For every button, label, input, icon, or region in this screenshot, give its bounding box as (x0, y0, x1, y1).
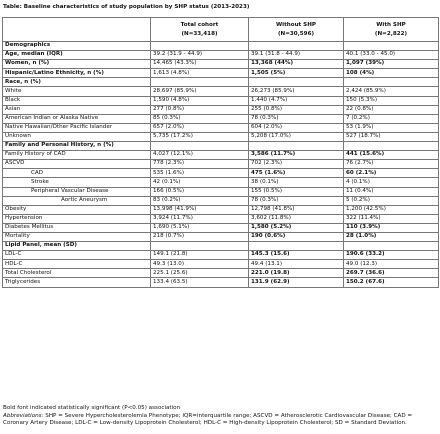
with-shp-cell: 150.2 (67.6) (344, 278, 439, 287)
row-label: Lipid Panel, mean (SD) (3, 242, 151, 251)
section-row (3, 51, 439, 60)
total-cohort-cell: 218 (0.7%) (151, 232, 249, 241)
total-cohort-cell: 39.2 (31.9 - 44.9) (151, 51, 249, 60)
header-name: Total cohort (180, 22, 219, 29)
without-shp-cell: 39.1 (31.8 - 44.9) (249, 51, 344, 60)
table-row (3, 269, 439, 278)
row-label: Age, median (IQR) (3, 51, 151, 60)
table-row (3, 160, 439, 169)
section-row (3, 78, 439, 87)
with-shp-cell: 322 (11.4%) (344, 214, 439, 223)
with-shp-cell: 269.7 (36.6) (344, 269, 439, 278)
without-shp-cell: 604 (2.0%) (249, 123, 344, 132)
table-row (3, 278, 439, 287)
with-shp-cell: 60 (2.1%) (344, 169, 439, 178)
with-shp-cell: 1,097 (39%) (344, 60, 439, 69)
without-shp-cell (249, 42, 344, 51)
total-cohort-cell: 28,697 (85.9%) (151, 87, 249, 96)
row-label: Hypertension (3, 214, 151, 223)
without-shp-cell: 49.4 (13.1) (249, 260, 344, 269)
total-cohort-cell: 133.4 (63.5) (151, 278, 249, 287)
with-shp-cell: 53 (1.9%) (344, 123, 439, 132)
with-shp-cell: 11 (0.4%) (344, 187, 439, 196)
table-row (3, 223, 439, 232)
header-cell-label (3, 18, 151, 42)
header-name: Without SHP (275, 22, 316, 29)
without-shp-cell: 1,580 (5.2%) (249, 223, 344, 232)
header-cell-with-shp (344, 18, 439, 42)
row-label: CAD (3, 169, 151, 178)
total-cohort-cell: 49.3 (13.0) (151, 260, 249, 269)
without-shp-cell: 3,586 (11.7%) (249, 151, 344, 160)
total-cohort-cell: 14,465 (43.3%) (151, 60, 249, 69)
row-label: Aortic Aneurysm (3, 196, 151, 205)
table-row (3, 196, 439, 205)
with-shp-cell: 441 (15.6%) (344, 151, 439, 160)
without-shp-cell: 702 (2.3%) (249, 160, 344, 169)
table-title: Table: Baseline characteristics of study population by SHP status (2013-2023) (3, 4, 250, 10)
total-cohort-cell: 42 (0.1%) (151, 178, 249, 187)
section-row (3, 69, 439, 78)
without-shp-cell (249, 142, 344, 151)
table-row (3, 187, 439, 196)
total-cohort-cell: 225.1 (25.6) (151, 269, 249, 278)
without-shp-cell: 12,798 (41.8%) (249, 205, 344, 214)
total-cohort-cell: 149.1 (21.8) (151, 251, 249, 260)
table-row (3, 169, 439, 178)
with-shp-cell: 1,200 (42.5%) (344, 205, 439, 214)
table-row (3, 123, 439, 132)
row-label: Asian (3, 105, 151, 114)
row-label: Obesity (3, 205, 151, 214)
abbreviations-note (3, 413, 437, 428)
header-name: With SHP (376, 22, 406, 29)
table-row (3, 96, 439, 105)
without-shp-cell: 221.0 (19.8) (249, 269, 344, 278)
table-row (3, 114, 439, 123)
with-shp-cell: 4 (0.1%) (344, 178, 439, 187)
with-shp-cell: 2,424 (85.9%) (344, 87, 439, 96)
row-label: Race, n (%) (3, 78, 151, 87)
without-shp-cell: 78 (0.3%) (249, 114, 344, 123)
abbreviations-label: Abbreviations: (3, 412, 44, 419)
with-shp-cell (344, 42, 439, 51)
with-shp-cell: 76 (2.7%) (344, 160, 439, 169)
table-row (3, 232, 439, 241)
row-label: Peripheral Vascular Disease (3, 187, 151, 196)
total-cohort-cell: 13,998 (41.9%) (151, 205, 249, 214)
total-cohort-cell (151, 142, 249, 151)
total-cohort-cell: 1,613 (4.8%) (151, 69, 249, 78)
row-label: HDL-C (3, 260, 151, 269)
row-label: White (3, 87, 151, 96)
header-cell-without-shp (249, 18, 344, 42)
total-cohort-cell: 83 (0.2%) (151, 196, 249, 205)
header-n: (N=2,822) (374, 30, 408, 37)
table-row (3, 178, 439, 187)
row-label: Diabetes Mellitus (3, 223, 151, 232)
total-cohort-cell: 1,590 (4.8%) (151, 96, 249, 105)
table-footnote (3, 405, 437, 428)
without-shp-cell: 255 (0.8%) (249, 105, 344, 114)
without-shp-cell: 13,368 (44%) (249, 60, 344, 69)
without-shp-cell: 3,602 (11.8%) (249, 214, 344, 223)
total-cohort-cell: 4,027 (12.1%) (151, 151, 249, 160)
without-shp-cell: 475 (1.6%) (249, 169, 344, 178)
significance-note: Bold font indicated statistically significant (P<0.05) association (3, 405, 181, 411)
baseline-characteristics-table (2, 17, 439, 288)
total-cohort-cell (151, 42, 249, 51)
without-shp-cell: 78 (0.3%) (249, 196, 344, 205)
row-label: Family and Personal History, n (%) (3, 142, 151, 151)
table-row (3, 260, 439, 269)
without-shp-cell: 26,273 (85.9%) (249, 87, 344, 96)
without-shp-cell: 145.3 (15.6) (249, 251, 344, 260)
section-row (3, 42, 439, 51)
row-label: Family History of CAD (3, 151, 151, 160)
table-row (3, 105, 439, 114)
row-label: LDL-C (3, 251, 151, 260)
with-shp-cell: 190.6 (33.2) (344, 251, 439, 260)
without-shp-cell: 1,440 (4.7%) (249, 96, 344, 105)
total-cohort-cell (151, 78, 249, 87)
total-cohort-cell (151, 242, 249, 251)
without-shp-cell: 190 (0.6%) (249, 232, 344, 241)
table-row (3, 251, 439, 260)
with-shp-cell: 5 (0.2%) (344, 196, 439, 205)
with-shp-cell: 40.1 (33.0 - 45.0) (344, 51, 439, 60)
total-cohort-cell: 3,924 (11.7%) (151, 214, 249, 223)
total-cohort-cell: 657 (2.0%) (151, 123, 249, 132)
row-label: Women, n (%) (3, 60, 151, 69)
without-shp-cell: 155 (0.5%) (249, 187, 344, 196)
abbreviations-text: SHP = Severe Hypercholesterolemia Phenotype; IQR=interquartile range; ASCVD = Atherosclerotic Cardiovascular Disease; CAD = Coronary Artery Disease; LDL-C = Low-density Lipoprotein Cholesterol; HDL-C = High-density Lipoprotein Cholesterol; SD = Standard Deviation. (3, 412, 413, 427)
total-cohort-cell: 535 (1.6%) (151, 169, 249, 178)
total-cohort-cell: 778 (2.3%) (151, 160, 249, 169)
table-row (3, 132, 439, 141)
table-row (3, 214, 439, 223)
table-row (3, 151, 439, 160)
row-label: Hispanic/Latino Ethnicity, n (%) (3, 69, 151, 78)
row-label: Total Cholesterol (3, 269, 151, 278)
without-shp-cell (249, 242, 344, 251)
with-shp-cell (344, 78, 439, 87)
row-label: ASCVD (3, 160, 151, 169)
section-row (3, 142, 439, 151)
row-label: Black (3, 96, 151, 105)
total-cohort-cell: 277 (0.8%) (151, 105, 249, 114)
header-n: (N=33,418) (181, 30, 218, 37)
row-label: Mortality (3, 232, 151, 241)
row-label: Stroke (3, 178, 151, 187)
header-cell-total-cohort (151, 18, 249, 42)
without-shp-cell: 5,208 (17.0%) (249, 132, 344, 141)
table-row (3, 87, 439, 96)
row-label: Demographics (3, 42, 151, 51)
row-label: Unknown (3, 132, 151, 141)
with-shp-cell: 108 (4%) (344, 69, 439, 78)
with-shp-cell: 49.0 (12.3) (344, 260, 439, 269)
with-shp-cell: 7 (0.2%) (344, 114, 439, 123)
row-label: Native Hawaiian/Other Pacific Islander (3, 123, 151, 132)
with-shp-cell: 110 (3.9%) (344, 223, 439, 232)
table-header-row (3, 18, 439, 42)
header-n: (N=30,596) (277, 30, 315, 37)
section-row (3, 60, 439, 69)
with-shp-cell: 22 (0.8%) (344, 105, 439, 114)
row-label: American Indian or Alaska Native (3, 114, 151, 123)
with-shp-cell: 527 (18.7%) (344, 132, 439, 141)
without-shp-cell: 1,505 (5%) (249, 69, 344, 78)
without-shp-cell (249, 78, 344, 87)
with-shp-cell (344, 142, 439, 151)
total-cohort-cell: 85 (0.3%) (151, 114, 249, 123)
with-shp-cell: 150 (5.3%) (344, 96, 439, 105)
total-cohort-cell: 1,690 (5.1%) (151, 223, 249, 232)
with-shp-cell (344, 242, 439, 251)
with-shp-cell: 28 (1.0%) (344, 232, 439, 241)
row-label: Triglycerides (3, 278, 151, 287)
section-row (3, 242, 439, 251)
total-cohort-cell: 5,735 (17.2%) (151, 132, 249, 141)
table-row (3, 205, 439, 214)
total-cohort-cell: 166 (0.5%) (151, 187, 249, 196)
without-shp-cell: 131.9 (62.9) (249, 278, 344, 287)
without-shp-cell: 38 (0.1%) (249, 178, 344, 187)
